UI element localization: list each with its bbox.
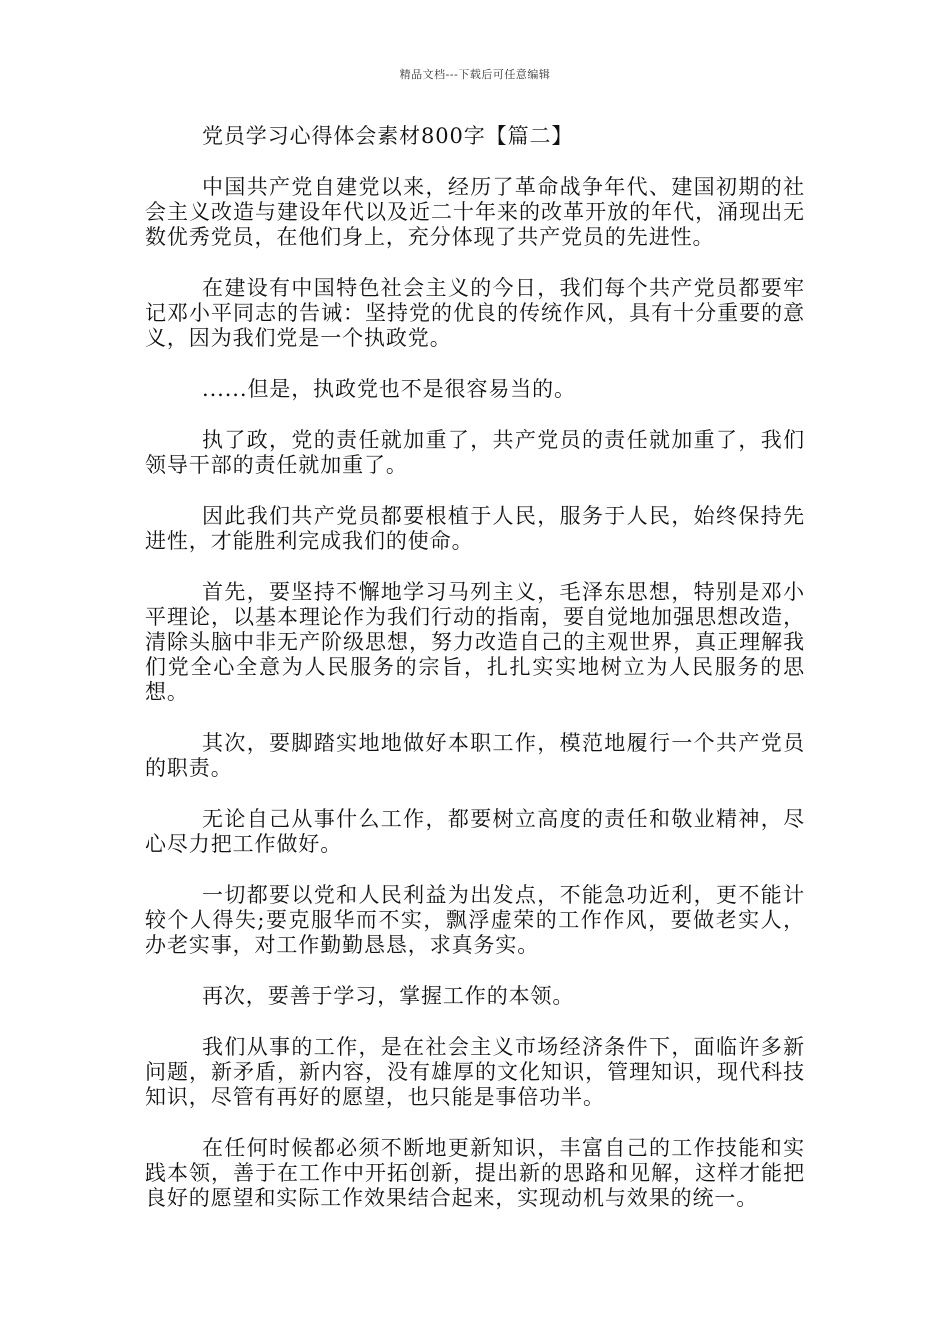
page-header: 精品文档---下载后可任意编辑 [399,68,551,81]
paragraph-5: 因此我们共产党员都要根植于人民，服务于人民，始终保持先进性，才能胜利完成我们的使命。 [145,504,805,553]
paragraph-1: 中国共产党自建党以来，经历了革命战争年代、建国初期的社会主义改造与建设年代以及近二十年来的改革开放的年代，涌现出无数优秀党员，在他们身上，充分体现了共产党员的先进性。 [145,175,805,249]
paragraph-7: 其次，要脚踏实地地做好本职工作，模范地履行一个共产党员的职责。 [145,731,805,780]
paragraph-3: ......但是，执政党也不是很容易当的。 [202,377,576,401]
paragraph-8: 无论自己从事什么工作，都要树立高度的责任和敬业精神，尽心尽力把工作做好。 [145,807,805,856]
paragraph-11: 我们从事的工作，是在社会主义市场经济条件下，面临许多新问题，新矛盾，新内容，没有雄厚的文化知识，管理知识，现代科技知识，尽管有再好的愿望，也只能是事倍功半。 [145,1035,805,1109]
paragraph-10: 再次，要善于学习，掌握工作的本领。 [202,984,575,1008]
paragraph-9: 一切都要以党和人民利益为出发点，不能急功近利，更不能计较个人得失;要克服华而不实，飘浮虚荣的工作作风，要做老实人，办老实事，对工作勤勤恳恳，求真务实。 [145,883,805,957]
paragraph-2: 在建设有中国特色社会主义的今日，我们每个共产党员都要牢记邓小平同志的告诫：坚持党的优良的传统作风，具有十分重要的意义，因为我们党是一个执政党。 [145,276,805,350]
paragraph-6: 首先，要坚持不懈地学习马列主义，毛泽东思想，特别是邓小平理论，以基本理论作为我们行动的指南，要自觉地加强思想改造，清除头脑中非无产阶级思想，努力改造自己的主观世界，真正理解我们党全心全意为人民服务的宗旨，扎扎实实地树立为人民服务的思想。 [145,580,805,704]
paragraph-4: 执了政，党的责任就加重了，共产党员的责任就加重了，我们领导干部的责任就加重了。 [145,428,805,477]
document-body [145,124,805,1237]
document-title: 党员学习心得体会素材800字【篇二】 [202,124,574,148]
paragraph-12: 在任何时候都必须不断地更新知识，丰富自己的工作技能和实践本领，善于在工作中开拓创新，提出新的思路和见解，这样才能把良好的愿望和实际工作效果结合起来，实现动机与效果的统一。 [145,1136,805,1210]
